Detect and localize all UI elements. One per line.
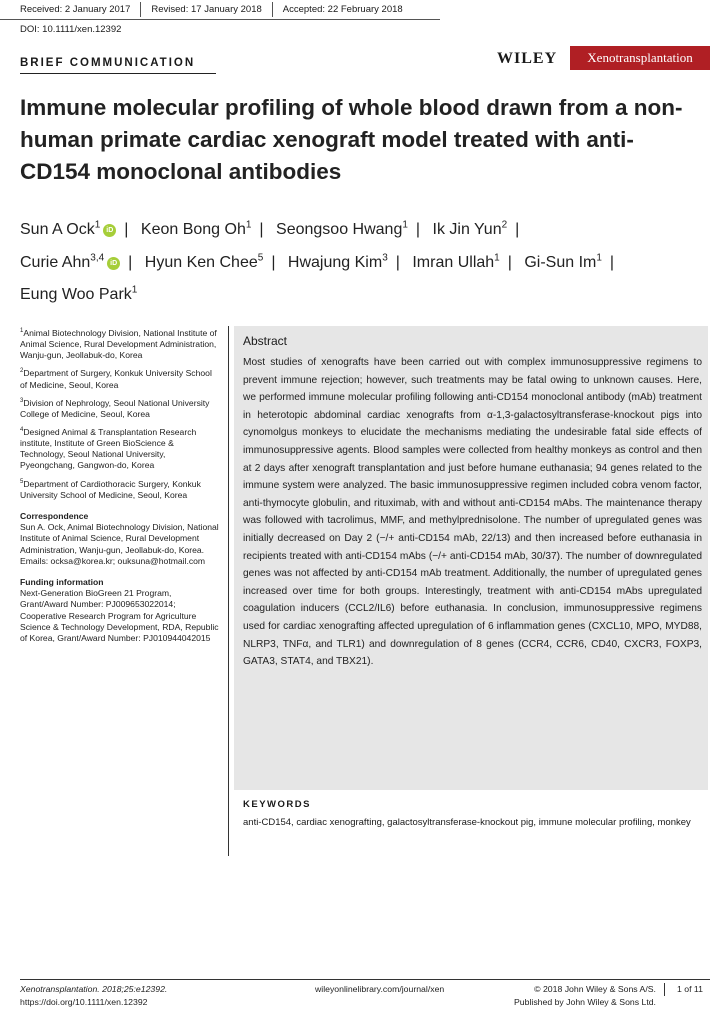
- revised-date: Revised: 17 January 2018: [141, 2, 272, 17]
- keywords-text: anti-CD154, cardiac xenografting, galactosyltransferase-knockout pig, immune molecular profiling, monkey: [243, 817, 691, 828]
- author[interactable]: Curie Ahn$^{3,4}$: [20, 252, 105, 271]
- section-underline: [20, 73, 216, 74]
- copyright: © 2018 John Wiley & Sons A/S.: [534, 984, 656, 994]
- website-link[interactable]: wileyonlinelibrary.com/journal/xen: [315, 984, 445, 994]
- keywords-heading: KEYWORDS: [243, 799, 311, 810]
- dates-divider: [0, 19, 440, 20]
- side-column: [20, 326, 220, 644]
- author[interactable]: Sun A Ock$^1$: [20, 220, 101, 239]
- doi-link[interactable]: https://doi.org/10.1111/xen.12392: [20, 997, 148, 1007]
- correspondence-heading: Correspondence: [20, 510, 89, 521]
- orcid-icon[interactable]: iD: [103, 224, 116, 237]
- affiliation: $^4$Designed Animal & Transplantation Research institute, Institute of Green BioScience & Technology, Seoul National University, Pyeongchang, Gangwon-do, Korea: [20, 426, 197, 471]
- correspondence-body: Sun A. Ock, Animal Biotechnology Division, National Institute of Animal Science, Rural Development Administration, Wanju-gun, Jeollabuk-do, Korea.: [20, 522, 219, 555]
- accepted-date: Accepted: 22 February 2018: [282, 4, 403, 15]
- affiliation: $^2$Department of Surgery, Konkuk University School of Medicine, Seoul, Korea: [20, 368, 212, 390]
- author[interactable]: Hyun Ken Chee$^5$: [144, 252, 264, 271]
- funding-heading: Funding information: [20, 576, 104, 587]
- footer-copyright: [514, 983, 656, 1009]
- author[interactable]: Imran Ullah$^1$: [412, 252, 500, 271]
- article-dates: [20, 0, 413, 19]
- page-number: 1 of 11: [664, 983, 703, 996]
- affiliation: $^3$Division of Nephrology, Seoul National University College of Medicine, Seoul, Korea: [20, 397, 210, 419]
- affiliation: $^5$Department of Cardiothoracic Surgery, Konkuk University School of Medicine, Seoul, Korea: [20, 478, 201, 500]
- citation: Xenotransplantation. 2018;25:e12392.: [20, 984, 168, 994]
- author-list: Sun A Ock$^1$ iD | Keon Bong Oh$^1$ | Seongsoo Hwang$^1$ | Ik Jin Yun$^2$ | Curie Ahn$^{3,4}$ iD | Hyun Ken Chee$^5$ | Hwajung Kim$^3$ | Imran Ullah$^1$ | Gi-Sun Im$^1$ | Eung Woo Park$^1$: [20, 220, 615, 303]
- author[interactable]: Eung Woo Park$^1$: [20, 284, 138, 303]
- published-by: Published by John Wiley & Sons Ltd.: [514, 997, 656, 1007]
- received-date: Received: 2 January 2017: [20, 2, 141, 17]
- author[interactable]: Seongsoo Hwang$^1$: [276, 220, 408, 239]
- author[interactable]: Hwajung Kim$^3$: [287, 252, 388, 271]
- abstract-text: Most studies of xenografts have been carried out with complex immunosuppressive regimens to prevent immune rejection; however, such treatments may be fatal owing to unknown causes. Here, we performed immune molecular profiling following anti-CD154 monoclonal antibody (mAb) treatment in heterotopic abdominal cardiac xenografts from α-1,3-galactosyltransferase-knockout pigs into cynomolgus monkeys to elucidate the mechanisms mediating the undesirable fatal side effects of immunosuppressive agents. Blood samples were collected from healthy monkeys as control and then at 2 days after xenograft transplantation and just before humane euthanasia; 94 genes related to the immune system were analyzed. The basic immunosuppressive regimen included cobra venom factor, anti-thymocyte globulin, and rituximab, with and without anti-CD154 mAbs. The maintenance therapy was followed with tacrolimus, MMF, and methylprednisolone. The number of upregulated genes was initially decreased on Day 2 (−/+ anti-CD154 mAb, 22/13) and then increased before euthanasia in recipients treated with anti-CD154 mAbs (−/+ anti-CD154 mAb, 30/37). The number of downregulated genes was not affected by anti-CD154 mAb treatment. Additionally, the number of upregulated genes increased over time for both groups. Interestingly, treatment with anti-CD154 mAbs upregulated coagulation inducers (CCL2/IL6) before euthanasia. In conclusion, immunosuppressive regimens used for cardiac xenografting affected upregulation of 6 inflammation genes (CXCL10, MPO, MYD88, NLRP3, TNFα, and TLR1) and downregulation of 8 genes (CCR4, CCR6, CD40, CXCR3, FOXP3, GATA3, STAT4, and TBX21).: [243, 357, 702, 668]
- affiliation: $^1$Animal Biotechnology Division, National Institute of Animal Science, Rural Development Administration, Wanju-gun, Jeollabuk-do, Korea: [20, 327, 217, 361]
- footer-citation: [20, 983, 167, 1009]
- abstract-heading: Abstract: [243, 334, 288, 348]
- column-divider: [228, 326, 229, 856]
- funding-body: Next-Generation BioGreen 21 Program, Grant/Award Number: PJ009653022014; Cooperative Research Program for Agriculture Science & Technology Development, RDA, Republic of Korea, Grant/Award Number: PJ010944042015: [20, 588, 219, 643]
- author[interactable]: Keon Bong Oh$^1$: [140, 220, 252, 239]
- publisher-logo: WILEY: [497, 50, 558, 67]
- correspondence-emails[interactable]: Emails: ocksa@korea.kr; ouksuna@hotmail.com: [20, 555, 206, 566]
- article-doi: DOI: 10.1111/xen.12392: [20, 24, 122, 35]
- section-label: BRIEF COMMUNICATION: [20, 57, 196, 69]
- orcid-icon[interactable]: iD: [107, 257, 120, 270]
- article-title: Immune molecular profiling of whole blood drawn from a non-human primate cardiac xenograft model treated with anti-CD154 monoclonal antibodies: [20, 95, 683, 184]
- author[interactable]: Gi-Sun Im$^1$: [524, 252, 602, 271]
- journal-badge: Xenotransplantation: [570, 46, 710, 70]
- author[interactable]: Ik Jin Yun$^2$: [432, 220, 508, 239]
- footer-divider: [20, 979, 710, 980]
